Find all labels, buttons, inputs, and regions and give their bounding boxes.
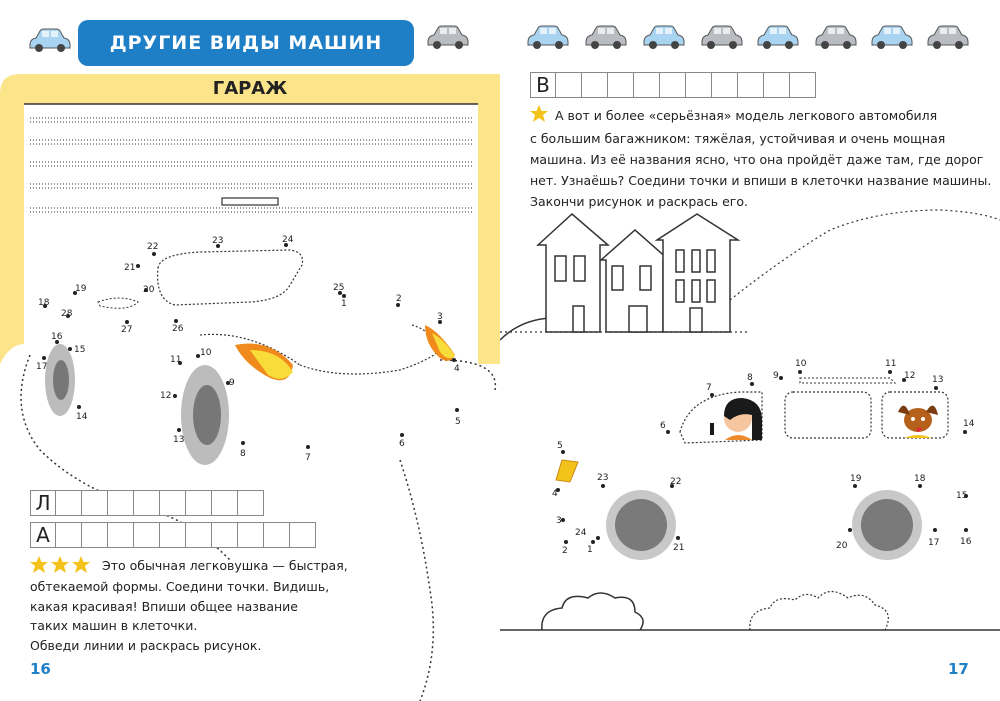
- dot-label: 7: [305, 453, 311, 463]
- grid-cell[interactable]: [582, 72, 608, 98]
- grid-letter: Л: [30, 490, 56, 516]
- dot-label: 27: [121, 325, 133, 335]
- dot-label: 5: [557, 441, 563, 451]
- dot-label: 22: [147, 242, 159, 252]
- dot-label: 16: [960, 537, 972, 547]
- grid-cell[interactable]: [264, 522, 290, 548]
- dot-label: 24: [575, 528, 587, 538]
- dot-label: 20: [836, 541, 848, 551]
- right-task-line-4: нет. Узнаёшь? Соедини точки и впиши в клеточки название машины.: [530, 173, 992, 188]
- star-icon: [51, 556, 69, 573]
- grid-cell[interactable]: [634, 72, 660, 98]
- dot-label: 23: [597, 473, 609, 483]
- car-icon: [928, 26, 968, 49]
- left-task-line-5: Обведи линии и раскрась рисунок.: [30, 638, 262, 653]
- dot-label: 10: [795, 359, 807, 369]
- car-icon: [528, 26, 568, 49]
- dot-label: 21: [124, 263, 136, 273]
- grid-cell[interactable]: [608, 72, 634, 98]
- grid-cell[interactable]: [238, 522, 264, 548]
- left-task-line-4: таких машин в клеточки.: [30, 618, 198, 633]
- dot-label: 5: [455, 417, 461, 427]
- dot-label: 26: [172, 324, 184, 334]
- dot-label: 12: [160, 391, 172, 401]
- dot-label: 9: [229, 378, 235, 388]
- dot-label: 14: [76, 412, 88, 422]
- page-number-right: 17: [948, 660, 969, 678]
- right-car-illustration: [500, 200, 1000, 680]
- right-task-line-1: А вот и более «серьёзная» модель легкового автомобиля: [555, 108, 938, 123]
- dot-label: 17: [36, 362, 48, 372]
- right-task-line-5: Закончи рисунок и раскрась его.: [530, 194, 748, 209]
- star-icon: [30, 556, 48, 573]
- dot-label: 18: [38, 298, 50, 308]
- grid-cell[interactable]: [290, 522, 316, 548]
- grid-cell[interactable]: [556, 72, 582, 98]
- grid-cell[interactable]: [186, 522, 212, 548]
- dot-label: 3: [556, 516, 562, 526]
- dot-label: 23: [212, 236, 224, 246]
- dot-label: 6: [399, 439, 405, 449]
- left-task-line-3: какая красивая! Впиши общее название: [30, 599, 298, 614]
- dot-label: 28: [61, 309, 73, 319]
- dot-label: 14: [963, 419, 975, 429]
- dot-label: 18: [914, 474, 926, 484]
- dot-label: 1: [341, 299, 347, 309]
- left-task-line-2: обтекаемой формы. Соедини точки. Видишь,: [30, 579, 330, 594]
- dot-label: 11: [170, 355, 182, 365]
- dot-label: 15: [74, 345, 86, 355]
- dot-label: 16: [51, 332, 63, 342]
- grid-cell[interactable]: [686, 72, 712, 98]
- dot-label: 7: [706, 383, 712, 393]
- grid-cell[interactable]: [764, 72, 790, 98]
- dot-label: 20: [143, 285, 155, 295]
- dot-label: 1: [587, 545, 593, 555]
- grid-cell[interactable]: [108, 490, 134, 516]
- dot-label: 4: [552, 489, 558, 499]
- dot-label: 2: [562, 546, 568, 556]
- dot-label: 12: [904, 371, 916, 381]
- grid-cell[interactable]: [160, 522, 186, 548]
- dot-label: 11: [885, 359, 897, 369]
- dot-label: 17: [928, 538, 940, 548]
- garage-title: ГАРАЖ: [212, 78, 288, 99]
- grid-cell[interactable]: [238, 490, 264, 516]
- car-icon: [816, 26, 856, 49]
- dot-label: 13: [173, 435, 185, 445]
- dot-label: 8: [747, 373, 753, 383]
- dot-label: 24: [282, 235, 294, 245]
- dot-label: 15: [956, 491, 968, 501]
- grid-cell[interactable]: [212, 490, 238, 516]
- grid-cell[interactable]: [738, 72, 764, 98]
- left-task-line-1: Это обычная легковушка — быстрая,: [102, 558, 348, 573]
- dot-label: 22: [670, 477, 682, 487]
- grid-cell[interactable]: [82, 522, 108, 548]
- star-icon: [72, 556, 90, 573]
- banner-title: ДРУГИЕ ВИДЫ МАШИН: [109, 32, 383, 54]
- grid-cell[interactable]: [790, 72, 816, 98]
- grid-cell[interactable]: [108, 522, 134, 548]
- answer-grid-right: [530, 72, 816, 98]
- right-task-line-2: с большим багажником: тяжёлая, устойчивая и очень мощная: [530, 131, 946, 146]
- grid-cell[interactable]: [712, 72, 738, 98]
- grid-letter: А: [30, 522, 56, 548]
- dot-label: 19: [75, 284, 87, 294]
- dot-label: 10: [200, 348, 212, 358]
- grid-cell[interactable]: [134, 522, 160, 548]
- car-icon: [758, 26, 798, 49]
- answer-grid-row2: [30, 522, 316, 548]
- dot-label: 2: [396, 294, 402, 304]
- car-icon: [872, 26, 912, 49]
- dot-label: 13: [932, 375, 944, 385]
- grid-cell[interactable]: [82, 490, 108, 516]
- answer-grid-row1: [30, 490, 264, 516]
- dot-label: 8: [240, 449, 246, 459]
- star-icon: [530, 105, 548, 122]
- dot-label: 4: [454, 364, 460, 374]
- car-icon: [586, 26, 626, 49]
- grid-cell[interactable]: [212, 522, 238, 548]
- dot-label: 21: [673, 543, 685, 553]
- dot-label: 6: [660, 421, 666, 431]
- page-number-left: 16: [30, 660, 51, 678]
- car-icon: [702, 26, 742, 49]
- car-icon: [644, 26, 684, 49]
- grid-cell[interactable]: [660, 72, 686, 98]
- grid-cell[interactable]: [186, 490, 212, 516]
- right-task-line-3: машина. Из её названия ясно, что она пройдёт даже там, где дорог: [530, 152, 984, 167]
- houses: [538, 214, 738, 332]
- dot-label: 19: [850, 474, 862, 484]
- grid-cell[interactable]: [56, 490, 82, 516]
- difficulty-stars: [30, 555, 100, 575]
- dot-label: 25: [333, 283, 345, 293]
- dot-label: 9: [773, 371, 779, 381]
- dot-label: 3: [437, 312, 443, 322]
- grid-letter: В: [530, 72, 556, 98]
- grid-cell[interactable]: [134, 490, 160, 516]
- grid-cell[interactable]: [56, 522, 82, 548]
- grid-cell[interactable]: [160, 490, 186, 516]
- difficulty-star: [530, 104, 550, 124]
